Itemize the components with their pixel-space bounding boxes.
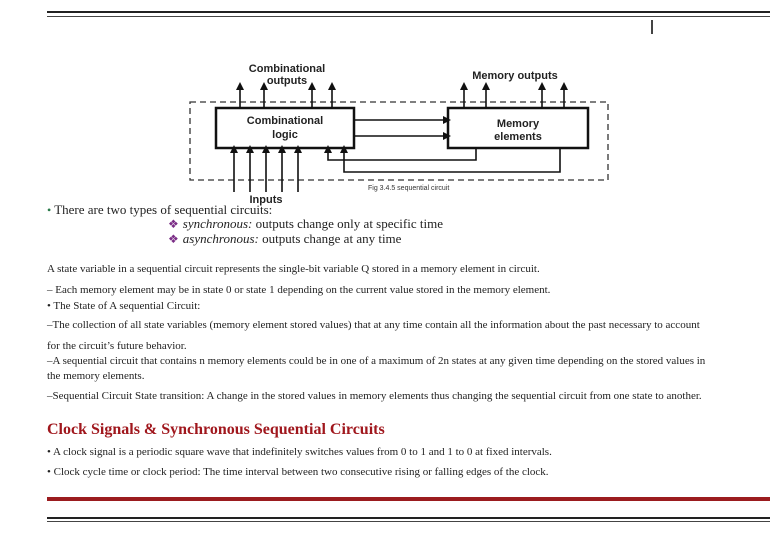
bullet-icon: • xyxy=(47,203,52,217)
asynchronous-item xyxy=(168,231,401,247)
combinational-logic-label-1: Combinational xyxy=(246,115,324,127)
clock-signal-bullet: • A clock signal is a periodic square wave that indefinitely switches values from 0 to 1 and 1 to 0 at fixed intervals. xyxy=(47,446,552,458)
feedback-paths xyxy=(328,148,560,172)
combinational-output-arrows xyxy=(240,86,332,108)
footer-rule-thin xyxy=(47,521,770,522)
inputs-label: Inputs xyxy=(249,194,283,206)
header-rule-thick xyxy=(47,11,770,13)
memory-output-arrows xyxy=(464,86,564,108)
memory-outputs-label: Memory outputs xyxy=(472,70,558,82)
diamond-bullet-icon: ❖ xyxy=(168,232,179,246)
combinational-outputs-label-2: outputs xyxy=(266,75,308,87)
types-intro-text: There are two types of sequential circuits: xyxy=(54,202,273,217)
synchronous-desc: outputs change only at specific time xyxy=(252,216,443,231)
paragraph-memory-state: – Each memory element may be in state 0 or state 1 depending on the current value stored in the memory element. xyxy=(47,284,551,296)
memory-elements-label-2: elements xyxy=(494,131,542,143)
header-rule-thin xyxy=(47,16,770,17)
figure-caption: Fig 3.4.5 sequential circuit xyxy=(368,185,450,192)
paragraph-n-memory-2: the memory elements. xyxy=(47,370,145,382)
section-heading: Clock Signals & Synchronous Sequential Circuits xyxy=(47,421,385,438)
footer-accent-bar xyxy=(47,497,770,501)
paragraph-state-variable: A state variable in a sequential circuit represents the single-bit variable Q stored in a memory element in circuit. xyxy=(47,263,540,275)
input-arrows xyxy=(234,149,298,192)
synchronous-item xyxy=(168,216,443,232)
memory-elements-label-1: Memory xyxy=(496,118,540,130)
synchronous-term: synchronous: xyxy=(182,216,253,231)
footer-rule-thick xyxy=(47,517,770,519)
clock-cycle-bullet: • Clock cycle time or clock period: The time interval between two consecutive rising or falling edges of the clock. xyxy=(47,466,549,478)
combinational-logic-label-2: logic xyxy=(272,129,298,141)
asynchronous-desc: outputs change at any time xyxy=(258,231,402,246)
header-tick-mark xyxy=(651,20,653,34)
paragraph-n-memory-1: –A sequential circuit that contains n memory elements could be in one of a maximum of 2n states at any given time depending on the stored values in xyxy=(47,355,706,367)
paragraph-collection-1: –The collection of all state variables (memory element stored values) that at any time contain all the information about the past necessary to account xyxy=(47,319,700,331)
paragraph-state-transition: –Sequential Circuit State transition: A change in the stored values in memory elements thus changing the sequential circuit from one state to another. xyxy=(47,390,702,402)
combinational-logic-block xyxy=(216,108,354,148)
asynchronous-term: asynchronous: xyxy=(182,231,259,246)
logic-to-memory-arrows xyxy=(354,120,447,136)
combinational-outputs-label-1: Combinational xyxy=(248,63,326,75)
paragraph-collection-2: for the circuit’s future behavior. xyxy=(47,340,187,352)
diamond-bullet-icon: ❖ xyxy=(168,217,179,231)
paragraph-state-heading: • The State of A sequential Circuit: xyxy=(47,300,201,312)
